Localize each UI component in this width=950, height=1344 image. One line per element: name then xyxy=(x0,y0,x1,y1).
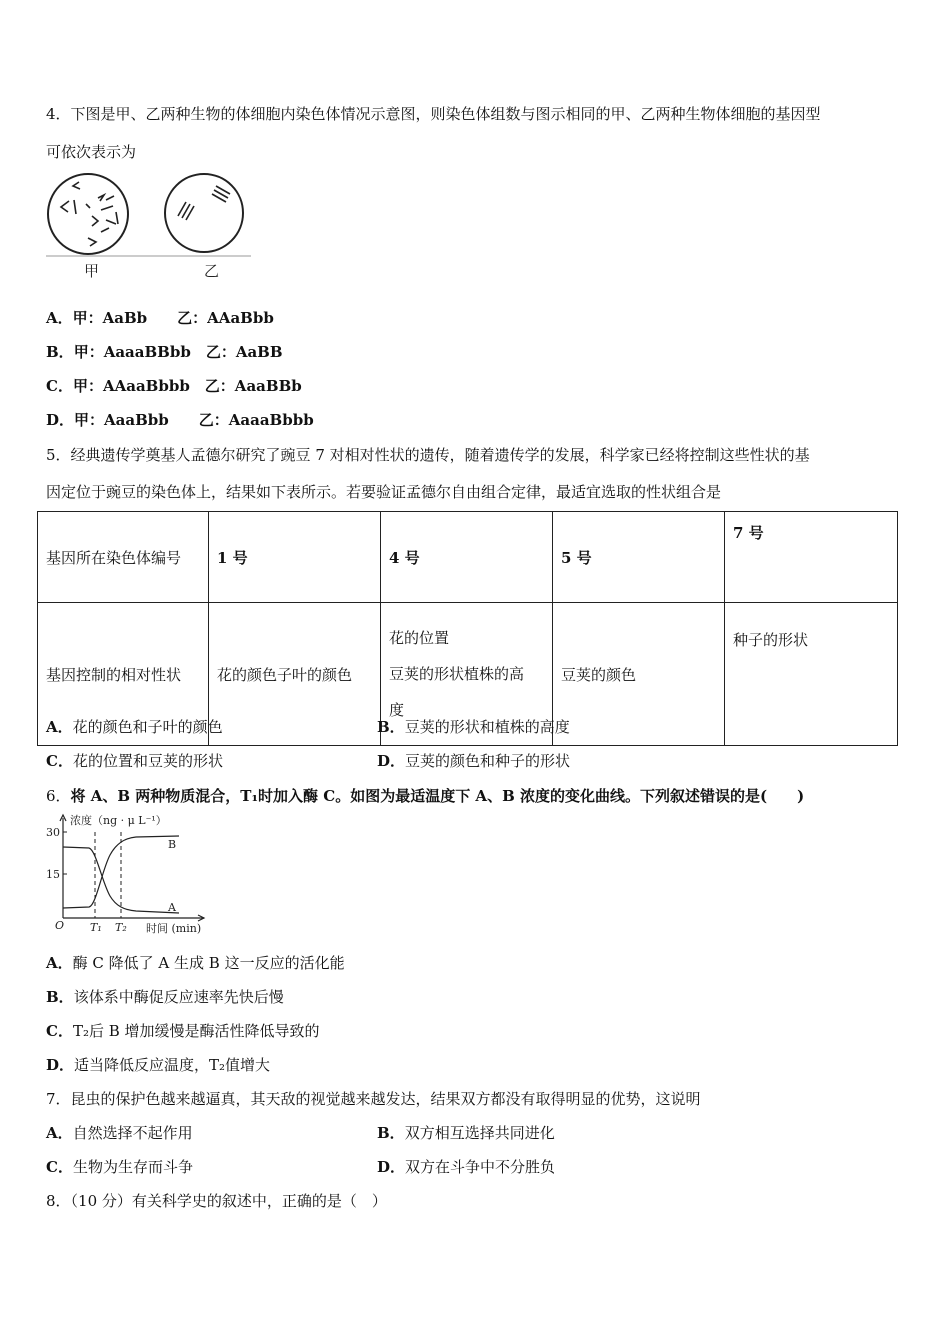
y-axis-label: 浓度（ng · μ L⁻¹） xyxy=(70,814,167,827)
y-tick-15: 15 xyxy=(46,868,60,881)
q7-number: 7． xyxy=(46,1090,71,1108)
q5-option-d: D．豆荚的颜色和种子的形状 xyxy=(377,752,571,770)
q7-option-a: A．自然选择不起作用 xyxy=(46,1124,193,1142)
q4-option-c: C．甲：AAaaBbbb 乙：AaaBBb xyxy=(46,377,302,395)
x-tick-t1: T₁ xyxy=(90,921,102,934)
q6-option-b: B．该体系中酶促反应速率先快后慢 xyxy=(46,988,284,1006)
y-tick-30: 30 xyxy=(46,826,60,839)
q7-option-c: C．生物为生存而斗争 xyxy=(46,1158,193,1176)
q5-option-c: C．花的位置和豆荚的形状 xyxy=(46,752,223,770)
cell-line: 豆荚的形状植株的高 xyxy=(389,665,525,683)
series-b-label: B xyxy=(168,838,177,851)
q5-number: 5． xyxy=(46,446,71,464)
q8-number: 8． xyxy=(46,1192,71,1210)
q8-stem: 8．（10 分）有关科学史的叙述中，正确的是（ ） xyxy=(46,1192,387,1210)
chromosomes-jia xyxy=(61,182,118,246)
table-cell: 种子的形状 xyxy=(725,603,898,746)
q6-stem: 6．将 A、B 两种物质混合，T₁时加入酶 C。如图为最适温度下 A、B 浓度的变化曲线。下列叙述错误的是( ) xyxy=(46,787,805,805)
q6-option-d: D．适当降低反应温度，T₂值增大 xyxy=(46,1056,271,1074)
q7-option-b: B．双方相互选择共同进化 xyxy=(377,1124,555,1142)
q5-stem-line2: 因定位于豌豆的染色体上，结果如下表所示。若要验证孟德尔自由组合定律，最适宜选取的性状组合是 xyxy=(46,483,722,501)
table-cell: 7 号 xyxy=(725,512,898,603)
chromosomes-yi xyxy=(178,186,230,220)
table-cell: 1 号 xyxy=(209,512,381,603)
origin-label: O xyxy=(55,919,65,932)
q5-option-b: B．豆荚的形状和植株的高度 xyxy=(377,718,570,736)
x-axis-label: 时间 (min) xyxy=(146,922,202,935)
q5-option-a: A．花的颜色和子叶的颜色 xyxy=(46,718,223,736)
q4-chromosome-figure xyxy=(46,168,251,284)
table-cell: 豆荚的颜色 xyxy=(553,603,725,746)
table-cell: 5 号 xyxy=(553,512,725,603)
series-a-label: A xyxy=(168,901,176,914)
q4-option-b: B．甲：AaaaBBbb 乙：AaBB xyxy=(46,343,283,361)
q4-option-d: D．甲：AaaBbb 乙：AaaaBbbb xyxy=(46,411,314,429)
q4-stem-line2: 可依次表示为 xyxy=(46,143,137,161)
q6-option-a: A．酶 C 降低了 A 生成 B 这一反应的活化能 xyxy=(46,954,345,972)
q7-option-d: D．双方在斗争中不分胜负 xyxy=(377,1158,556,1176)
cell-yi xyxy=(165,174,243,252)
q6-concentration-chart xyxy=(44,810,224,938)
table-row xyxy=(38,512,898,603)
table-cell: 基因控制的相对性状 xyxy=(38,603,209,746)
label-jia: 甲 xyxy=(84,262,100,280)
q7-stem: 7．昆虫的保护色越来越逼真，其天敌的视觉越来越发达，结果双方都没有取得明显的优势，这说明 xyxy=(46,1090,701,1108)
q4-stem-line1: 4．下图是甲、乙两种生物的体细胞内染色体情况示意图，则染色体组数与图示相同的甲、乙两种生物体细胞的基因型 xyxy=(46,105,821,123)
q4-option-a: A．甲：AaBb 乙：AAaBbb xyxy=(46,309,274,327)
q6-option-c: C．T₂后 B 增加缓慢是酶活性降低导致的 xyxy=(46,1022,320,1040)
q6-number: 6． xyxy=(46,787,71,805)
table-cell: 4 号 xyxy=(381,512,553,603)
table-cell: 基因所在染色体编号 xyxy=(38,512,209,603)
label-yi: 乙 xyxy=(204,262,220,280)
q5-stem-line1: 5．经典遗传学奠基人孟德尔研究了豌豆 7 对相对性状的遗传，随着遗传学的发展，科学家已经将控制这些性状的基 xyxy=(46,446,810,464)
table-cell: 花的颜色子叶的颜色 xyxy=(209,603,381,746)
cell-line: 花的位置 xyxy=(389,629,450,647)
q4-number: 4． xyxy=(46,105,71,123)
gene-table xyxy=(37,511,898,746)
x-tick-t2: T₂ xyxy=(115,921,127,934)
cell-line: 度 xyxy=(389,701,405,719)
